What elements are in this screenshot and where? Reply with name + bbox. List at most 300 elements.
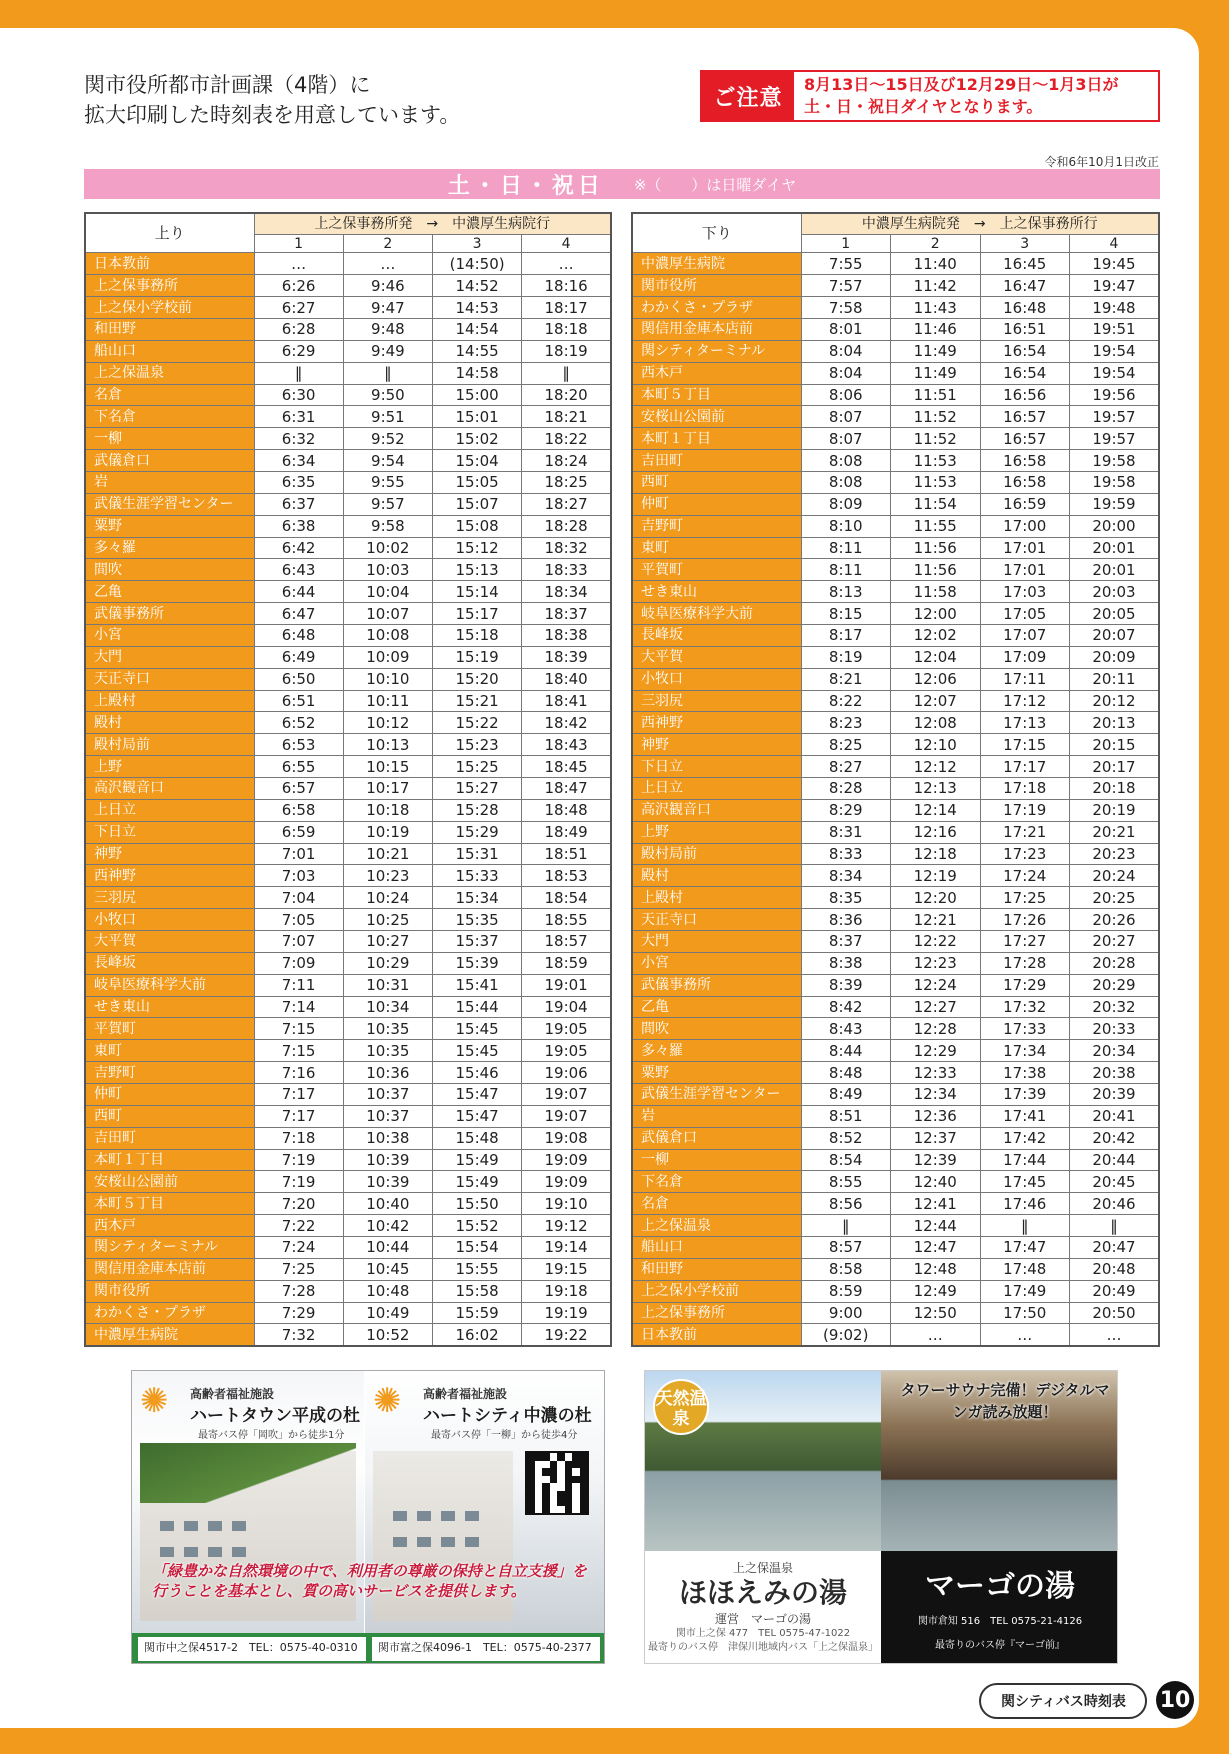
departure-time: 10:37 (343, 1105, 432, 1127)
departure-time: 12:02 (891, 624, 981, 646)
departure-time: 20:44 (1070, 1149, 1160, 1171)
stop-name: 粟野 (632, 1062, 801, 1084)
departure-time: 12:34 (891, 1084, 981, 1106)
table-row (85, 1127, 611, 1149)
stop-name: 船山口 (632, 1237, 801, 1259)
table-row (85, 996, 611, 1018)
departure-time: 16:54 (980, 362, 1070, 384)
departure-time: 9:49 (343, 340, 432, 362)
run-number: 2 (891, 235, 981, 253)
route-title: 上之保事務所発 → 中濃厚生病院行 (254, 213, 611, 235)
table-row (85, 1280, 611, 1302)
departure-time: 8:48 (801, 1062, 891, 1084)
departure-time: 18:21 (522, 406, 611, 428)
departure-time: 7:55 (801, 253, 891, 275)
departure-time: 17:00 (980, 515, 1070, 537)
table-row (85, 1062, 611, 1084)
departure-time: 7:24 (254, 1237, 343, 1259)
hohoemi-bus-stop: 最寄りのバス停 津保川地域内バス「上之保温泉」 (648, 1642, 878, 1653)
departure-time: 15:19 (433, 646, 522, 668)
departure-time: 8:31 (801, 821, 891, 843)
departure-time: 15:02 (433, 428, 522, 450)
departure-time: 11:55 (891, 515, 981, 537)
departure-time: 15:46 (433, 1062, 522, 1084)
departure-time: 12:39 (891, 1149, 981, 1171)
departure-time: 19:48 (1070, 297, 1160, 319)
departure-time: 8:42 (801, 996, 891, 1018)
departure-time: 8:54 (801, 1149, 891, 1171)
stop-name: 武儀生涯学習センター (632, 1084, 801, 1106)
departure-time: 19:58 (1070, 450, 1160, 472)
facility-name: ハートタウン平成の杜 (190, 1406, 360, 1426)
departure-time: … (891, 1324, 981, 1346)
departure-time: ‖ (254, 362, 343, 384)
table-row (85, 952, 611, 974)
departure-time: 18:19 (522, 340, 611, 362)
stop-name: 三羽尻 (85, 887, 254, 909)
stop-name: 武儀倉口 (85, 450, 254, 472)
departure-time: 19:10 (522, 1193, 611, 1215)
table-row (632, 865, 1159, 887)
departure-time: 7:04 (254, 887, 343, 909)
stop-name: 武儀生涯学習センター (85, 493, 254, 515)
table-row (632, 1280, 1159, 1302)
departure-time: 17:32 (980, 996, 1070, 1018)
stop-name: 三羽尻 (632, 690, 801, 712)
departure-time: 18:42 (522, 712, 611, 734)
natural-onsen-badge: 天然温泉 (653, 1379, 709, 1435)
table-row (85, 909, 611, 931)
departure-time: 15:34 (433, 887, 522, 909)
margo-bus-stop: 最寄りのバス停『マーゴ前』 (935, 1640, 1065, 1651)
stop-name: 多々羅 (632, 1040, 801, 1062)
departure-time: 20:25 (1070, 887, 1160, 909)
table-row (632, 777, 1159, 799)
table-row (632, 1018, 1159, 1040)
table-row (632, 1040, 1159, 1062)
departure-time: 7:16 (254, 1062, 343, 1084)
departure-time: 8:58 (801, 1258, 891, 1280)
departure-time: 15:45 (433, 1040, 522, 1062)
stop-name: 船山口 (85, 340, 254, 362)
table-row (632, 1105, 1159, 1127)
stop-name: 関信用金庫本店前 (85, 1258, 254, 1280)
departure-time: 15:49 (433, 1171, 522, 1193)
departure-time: 10:07 (343, 603, 432, 625)
table-row (85, 537, 611, 559)
departure-time: (14:50) (433, 253, 522, 275)
table-row (632, 1062, 1159, 1084)
departure-time: 18:16 (522, 275, 611, 297)
departure-time: 12:40 (891, 1171, 981, 1193)
notice-line-1: 8月13日～15日及び12月29日～1月3日が (804, 75, 1119, 94)
departure-time: 15:12 (433, 537, 522, 559)
table-row (85, 471, 611, 493)
departure-time: 17:45 (980, 1171, 1070, 1193)
departure-time: 20:21 (1070, 821, 1160, 843)
departure-time: 7:14 (254, 996, 343, 1018)
departure-time: 9:52 (343, 428, 432, 450)
departure-time: 20:19 (1070, 799, 1160, 821)
departure-time: 18:22 (522, 428, 611, 450)
departure-time: 20:27 (1070, 931, 1160, 953)
departure-time: 10:36 (343, 1062, 432, 1084)
departure-time: 19:57 (1070, 428, 1160, 450)
facility-address-2: 関市富之保4096-1 TEL：0575-40-2377 (372, 1637, 600, 1661)
departure-time: 15:00 (433, 384, 522, 406)
stop-name: 日本教前 (632, 1324, 801, 1346)
departure-time: 18:17 (522, 297, 611, 319)
table-row (85, 1237, 611, 1259)
departure-time: 20:24 (1070, 865, 1160, 887)
stop-name: 武儀倉口 (632, 1127, 801, 1149)
departure-time: 8:44 (801, 1040, 891, 1062)
departure-time: 15:14 (433, 581, 522, 603)
table-row (632, 690, 1159, 712)
table-row (632, 712, 1159, 734)
stop-name: 西木戸 (85, 1215, 254, 1237)
stop-name: 関市役所 (632, 275, 801, 297)
stop-name: 上之保小学校前 (85, 297, 254, 319)
departure-time: 8:08 (801, 471, 891, 493)
stop-name: 岩 (85, 471, 254, 493)
run-number: 3 (980, 235, 1070, 253)
departure-time: 15:33 (433, 865, 522, 887)
departure-time: 15:01 (433, 406, 522, 428)
departure-time: 19:07 (522, 1084, 611, 1106)
facility-address-1: 関市中之保4517-2 TEL：0575-40-0310 (138, 1637, 366, 1661)
stop-name: 吉野町 (632, 515, 801, 537)
departure-time: 8:13 (801, 581, 891, 603)
departure-time: 18:40 (522, 668, 611, 690)
stop-name: 西町 (85, 1105, 254, 1127)
facility-category: 高齢者福祉施設 (423, 1387, 508, 1401)
departure-time: 6:38 (254, 515, 343, 537)
table-row (85, 712, 611, 734)
departure-time: 17:33 (980, 1018, 1070, 1040)
stop-name: 武儀事務所 (85, 603, 254, 625)
table-row (85, 559, 611, 581)
table-row (85, 756, 611, 778)
departure-time: 18:54 (522, 887, 611, 909)
departure-time: 8:19 (801, 646, 891, 668)
departure-time: 12:13 (891, 777, 981, 799)
departure-time: 16:58 (980, 450, 1070, 472)
departure-time: ‖ (980, 1215, 1070, 1237)
departure-time: 15:35 (433, 909, 522, 931)
departure-time: 19:45 (1070, 253, 1160, 275)
schedule-banner-note: ※（ ）は日曜ダイヤ (633, 175, 797, 194)
departure-time: 11:56 (891, 537, 981, 559)
departure-time: 8:01 (801, 318, 891, 340)
departure-time: 7:11 (254, 974, 343, 996)
departure-time: 20:28 (1070, 952, 1160, 974)
departure-time: 18:51 (522, 843, 611, 865)
departure-time: 14:58 (433, 362, 522, 384)
stop-name: 下日立 (632, 756, 801, 778)
table-row (632, 318, 1159, 340)
departure-time: 8:56 (801, 1193, 891, 1215)
departure-time: 9:00 (801, 1302, 891, 1324)
stop-name: 中濃厚生病院 (85, 1324, 254, 1346)
departure-time: 12:21 (891, 909, 981, 931)
stop-name: 関シティターミナル (85, 1237, 254, 1259)
departure-time: 20:49 (1070, 1280, 1160, 1302)
departure-time: 10:39 (343, 1149, 432, 1171)
stop-name: 殿村 (85, 712, 254, 734)
departure-time: 6:31 (254, 406, 343, 428)
stop-name: 殿村局前 (85, 734, 254, 756)
departure-time: 12:16 (891, 821, 981, 843)
departure-time: 10:49 (343, 1302, 432, 1324)
departure-time: 14:55 (433, 340, 522, 362)
table-row (85, 624, 611, 646)
table-row (632, 909, 1159, 931)
departure-time: 15:18 (433, 624, 522, 646)
departure-time: 20:00 (1070, 515, 1160, 537)
facility-category: 高齢者福祉施設 (190, 1387, 275, 1401)
departure-time: 15:47 (433, 1084, 522, 1106)
margo-address: 関市倉知 516 TEL 0575-21-4126 (917, 1616, 1083, 1627)
departure-time: 12:14 (891, 799, 981, 821)
stop-name: 多々羅 (85, 537, 254, 559)
departure-time: 7:15 (254, 1040, 343, 1062)
departure-time: … (980, 1324, 1070, 1346)
departure-time: 8:59 (801, 1280, 891, 1302)
table-row (632, 821, 1159, 843)
departure-time: 18:53 (522, 865, 611, 887)
stop-name: せき東山 (632, 581, 801, 603)
departure-time: 20:17 (1070, 756, 1160, 778)
departure-time: 11:49 (891, 340, 981, 362)
departure-time: 7:57 (801, 275, 891, 297)
table-row (85, 931, 611, 953)
stop-name: 下名倉 (85, 406, 254, 428)
hohoemi-subtitle: 上之保温泉 (732, 1561, 793, 1575)
departure-time: 19:18 (522, 1280, 611, 1302)
departure-time: 7:05 (254, 909, 343, 931)
departure-time: 12:27 (891, 996, 981, 1018)
departure-time: 6:28 (254, 318, 343, 340)
table-row (85, 362, 611, 384)
departure-time: 18:20 (522, 384, 611, 406)
departure-time: 20:50 (1070, 1302, 1160, 1324)
departure-time: 8:37 (801, 931, 891, 953)
departure-time: 20:42 (1070, 1127, 1160, 1149)
departure-time: 20:41 (1070, 1105, 1160, 1127)
stop-name: 上殿村 (632, 887, 801, 909)
departure-time: 17:26 (980, 909, 1070, 931)
departure-time: 15:29 (433, 821, 522, 843)
timetable-down-body (632, 253, 1159, 1346)
table-row (85, 734, 611, 756)
departure-time: 7:17 (254, 1084, 343, 1106)
table-row (85, 974, 611, 996)
departure-time: 8:04 (801, 362, 891, 384)
stop-name: 関シティターミナル (632, 340, 801, 362)
footer-title: 関シティバス時刻表 (979, 1683, 1147, 1719)
departure-time: 16:57 (980, 428, 1070, 450)
departure-time: 19:09 (522, 1171, 611, 1193)
stop-name: 武儀事務所 (632, 974, 801, 996)
departure-time: … (522, 253, 611, 275)
qr-code-icon[interactable] (525, 1451, 589, 1515)
departure-time: 7:25 (254, 1258, 343, 1280)
stop-name: 上之保温泉 (632, 1215, 801, 1237)
departure-time: 16:45 (980, 253, 1070, 275)
departure-time: 17:50 (980, 1302, 1070, 1324)
table-row (85, 275, 611, 297)
departure-time: 11:51 (891, 384, 981, 406)
departure-time: 17:12 (980, 690, 1070, 712)
departure-time: 17:11 (980, 668, 1070, 690)
stop-name: 本町５丁目 (85, 1193, 254, 1215)
table-row (85, 1084, 611, 1106)
departure-time: 12:08 (891, 712, 981, 734)
table-row (85, 515, 611, 537)
departure-time: 7:15 (254, 1018, 343, 1040)
stop-name: 日本教前 (85, 253, 254, 275)
stop-name: 上殿村 (85, 690, 254, 712)
departure-time: 17:25 (980, 887, 1070, 909)
departure-time: 8:17 (801, 624, 891, 646)
stop-name: 小宮 (85, 624, 254, 646)
departure-time: 9:50 (343, 384, 432, 406)
table-row (632, 887, 1159, 909)
stop-name: 一柳 (85, 428, 254, 450)
stop-name: わかくさ・プラザ (632, 297, 801, 319)
departure-time: 10:37 (343, 1084, 432, 1106)
departure-time: 8:27 (801, 756, 891, 778)
facility-slogan: 「緑豊かな自然環境の中で、利用者の尊厳の保持と自立支援」を行うことを基本とし、質の高いサービスを提供します。 (152, 1562, 587, 1600)
stop-name: 仲町 (85, 1084, 254, 1106)
departure-time: 17:29 (980, 974, 1070, 996)
table-row (85, 340, 611, 362)
stop-name: 大門 (632, 931, 801, 953)
departure-time: 7:18 (254, 1127, 343, 1149)
table-row (85, 1040, 611, 1062)
facility-name: ハートシティ中濃の杜 (423, 1406, 592, 1426)
departure-time: 16:47 (980, 275, 1070, 297)
departure-time: 15:49 (433, 1149, 522, 1171)
table-row (85, 603, 611, 625)
table-row (632, 340, 1159, 362)
departure-time: 6:30 (254, 384, 343, 406)
stop-name: せき東山 (85, 996, 254, 1018)
departure-time: 7:19 (254, 1149, 343, 1171)
table-row (632, 931, 1159, 953)
stop-name: 和田野 (85, 318, 254, 340)
table-row (85, 406, 611, 428)
departure-time: 19:19 (522, 1302, 611, 1324)
departure-time: ‖ (522, 362, 611, 384)
departure-time: 7:20 (254, 1193, 343, 1215)
table-row (632, 297, 1159, 319)
stop-name: 安桜山公園前 (85, 1171, 254, 1193)
departure-time: 8:29 (801, 799, 891, 821)
stop-name: 大平賀 (85, 931, 254, 953)
table-row (85, 799, 611, 821)
departure-time: 16:58 (980, 471, 1070, 493)
departure-time: 7:03 (254, 865, 343, 887)
table-row (632, 450, 1159, 472)
departure-time: 10:38 (343, 1127, 432, 1149)
departure-time: 8:25 (801, 734, 891, 756)
stop-name: 西神野 (632, 712, 801, 734)
table-row (85, 1302, 611, 1324)
departure-time: 18:43 (522, 734, 611, 756)
departure-time: 15:41 (433, 974, 522, 996)
departure-time: 17:41 (980, 1105, 1070, 1127)
departure-time: 12:24 (891, 974, 981, 996)
table-row (632, 952, 1159, 974)
departure-time: 17:23 (980, 843, 1070, 865)
departure-time: 8:21 (801, 668, 891, 690)
timetable-up-body (85, 253, 611, 1346)
departure-time: 15:28 (433, 799, 522, 821)
run-number: 2 (343, 235, 432, 253)
departure-time: 15:47 (433, 1105, 522, 1127)
intro-line-2: 拡大印刷した時刻表を用意しています。 (84, 103, 461, 127)
departure-time: 10:48 (343, 1280, 432, 1302)
departure-time: 19:47 (1070, 275, 1160, 297)
table-row (85, 1171, 611, 1193)
departure-time: 10:23 (343, 865, 432, 887)
departure-time: 17:19 (980, 799, 1070, 821)
stop-name: 上之保事務所 (85, 275, 254, 297)
departure-time: 17:07 (980, 624, 1070, 646)
departure-time: 8:35 (801, 887, 891, 909)
departure-time: 20:47 (1070, 1237, 1160, 1259)
departure-time: 11:53 (891, 450, 981, 472)
departure-time: 19:54 (1070, 340, 1160, 362)
departure-time: 12:12 (891, 756, 981, 778)
departure-time: 8:49 (801, 1084, 891, 1106)
table-row (632, 1171, 1159, 1193)
departure-time: 10:12 (343, 712, 432, 734)
departure-time: 20:09 (1070, 646, 1160, 668)
hohoemi-address: 関市上之保 477 TEL 0575-47-1022 (675, 1628, 851, 1639)
table-row (632, 668, 1159, 690)
departure-time: … (1070, 1324, 1160, 1346)
departure-time: (9:02) (801, 1324, 891, 1346)
departure-time: 12:37 (891, 1127, 981, 1149)
table-row (85, 777, 611, 799)
stop-name: 名倉 (85, 384, 254, 406)
departure-time: 17:42 (980, 1127, 1070, 1149)
departure-time: 10:21 (343, 843, 432, 865)
table-row (632, 1258, 1159, 1280)
departure-time: 19:05 (522, 1018, 611, 1040)
departure-time: 12:29 (891, 1040, 981, 1062)
stop-name: 平賀町 (85, 1018, 254, 1040)
table-row (632, 559, 1159, 581)
departure-time: 18:41 (522, 690, 611, 712)
departure-time: 15:48 (433, 1127, 522, 1149)
departure-time: 10:04 (343, 581, 432, 603)
departure-time: 17:47 (980, 1237, 1070, 1259)
departure-time: 17:09 (980, 646, 1070, 668)
departure-time: … (343, 253, 432, 275)
departure-time: 18:27 (522, 493, 611, 515)
departure-time: 20:23 (1070, 843, 1160, 865)
departure-time: 17:24 (980, 865, 1070, 887)
departure-time: 15:37 (433, 931, 522, 953)
departure-time: 17:39 (980, 1084, 1070, 1106)
table-row (632, 646, 1159, 668)
departure-time: 20:05 (1070, 603, 1160, 625)
stop-name: 上野 (85, 756, 254, 778)
